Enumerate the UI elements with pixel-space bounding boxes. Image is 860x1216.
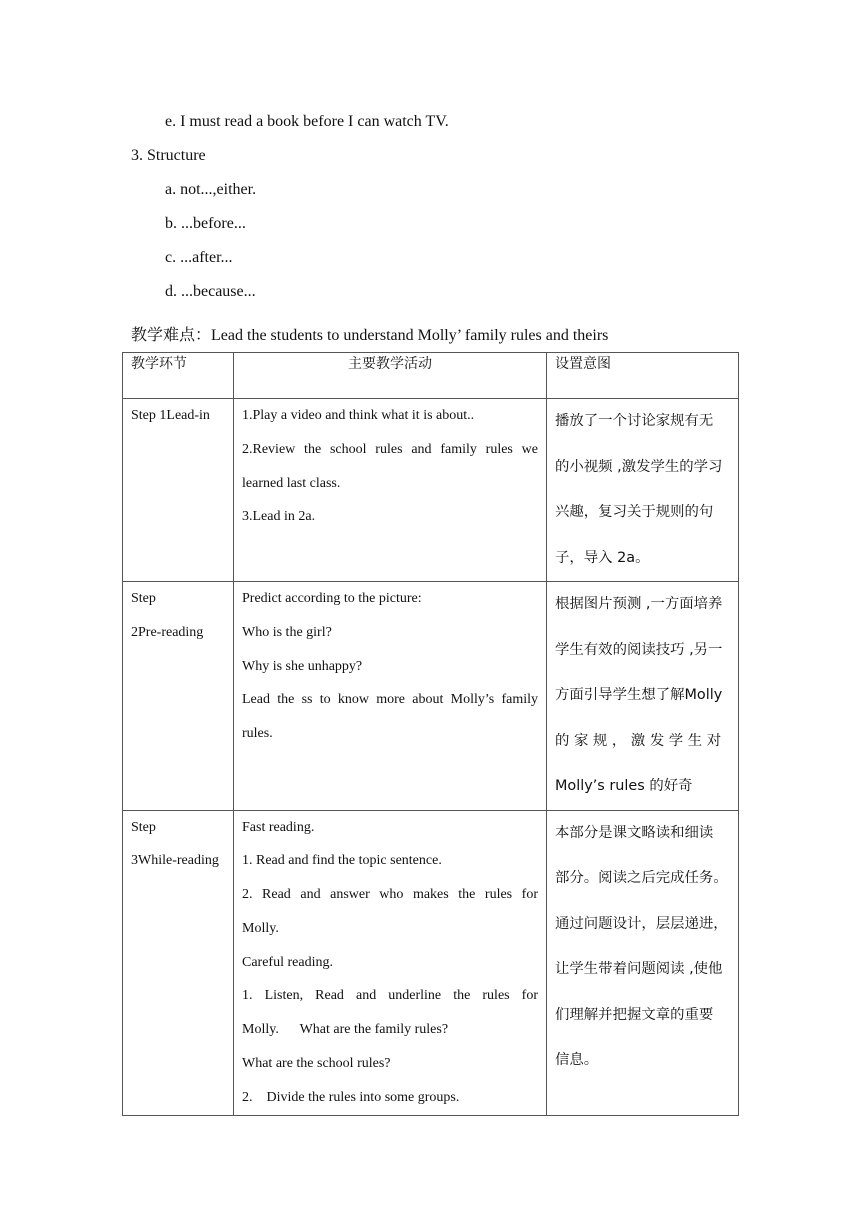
intent-line: 让学生带着问题阅读 ,使他 — [555, 961, 723, 977]
intent-line: 信息。 — [555, 1052, 599, 1068]
intent-cell — [547, 399, 739, 582]
activity-line: learned last class. — [242, 475, 341, 491]
activity-line: 2. Divide the rules into some groups. — [242, 1089, 460, 1105]
activity-line: rules. — [242, 726, 273, 742]
step-cell — [123, 810, 234, 1115]
header-activities: 主要教学活动 — [234, 353, 547, 399]
activity-line: Who is the girl? — [242, 624, 332, 640]
activity-line: Molly. — [242, 920, 279, 936]
structure-a: a. not...,either. — [165, 181, 257, 198]
activity-line: Molly. What are the family rules? — [242, 1022, 449, 1038]
step-text: Step — [131, 819, 156, 835]
intent-line: 播放了一个讨论家规有无 — [555, 413, 714, 429]
step-text: Step 1Lead-in — [131, 408, 210, 423]
activity-line: Why is she unhappy? — [242, 658, 363, 674]
intent-line: 的 家 规 ， 激 发 学 生 对 — [555, 732, 722, 749]
intent-line: 子，导入 2a。 — [555, 549, 650, 566]
lesson-plan-table — [122, 352, 739, 1116]
intent-line: 们理解并把握文章的重要 — [555, 1006, 714, 1023]
activities-cell — [234, 582, 547, 811]
activity-line: 3.Lead in 2a. — [242, 509, 316, 525]
structure-d: d. ...because... — [165, 283, 256, 300]
table-row — [123, 399, 739, 582]
difficulty-text: Lead the students to understand Molly’ family rules and theirs — [211, 327, 609, 344]
step-text: Step — [131, 591, 156, 606]
activity-line: Predict according to the picture: — [242, 591, 422, 606]
intent-line: 学生有效的阅读技巧 ,另一 — [555, 641, 723, 658]
intent-cell — [547, 810, 739, 1115]
activity-line: What are the school rules? — [242, 1056, 391, 1072]
structure-b: b. ...before... — [165, 215, 246, 232]
structure-heading: 3. Structure — [131, 147, 206, 164]
activity-line: Careful reading. — [242, 954, 333, 970]
step-cell — [123, 582, 234, 811]
intent-line: 根据图片预测 ,一方面培养 — [555, 596, 723, 612]
intent-line: 通过问题设计，层层递进， — [555, 915, 728, 932]
difficulty-label: 教学难点： — [131, 325, 212, 344]
intent-line: 方面引导学生想了解Molly — [555, 687, 723, 703]
header-step: 教学环节 — [123, 353, 234, 399]
line-e: e. I must read a book before I can watch TV. — [165, 113, 449, 130]
step-text: 3While-reading — [131, 853, 219, 869]
table-row — [123, 810, 739, 1115]
activity-line: Fast reading. — [242, 819, 315, 835]
activity-line: Lead the ss to know more about Molly’s family — [242, 692, 538, 708]
table-row — [123, 582, 739, 811]
intent-line: Molly’s rules 的好奇 — [555, 778, 693, 794]
intent-line: 的小视频 ,激发学生的学习 — [555, 458, 723, 475]
table-header-row — [123, 353, 739, 399]
activity-line: 1. Read and find the topic sentence. — [242, 853, 442, 869]
step-cell — [123, 399, 234, 582]
difficulty-line — [131, 322, 608, 345]
activity-line: 2. Read and answer who makes the rules for — [242, 887, 538, 903]
step-text: 2Pre-reading — [131, 624, 204, 640]
structure-c: c. ...after... — [165, 249, 233, 266]
intent-line: 部分。阅读之后完成任务。 — [555, 870, 728, 886]
activity-line: 2.Review the school rules and family rules we — [242, 441, 538, 457]
activities-cell — [234, 810, 547, 1115]
activities-cell — [234, 399, 547, 582]
activity-line: 1.Play a video and think what it is about.. — [242, 408, 475, 423]
header-intent: 设置意图 — [547, 353, 739, 399]
intent-line: 本部分是课文略读和细读 — [555, 824, 714, 841]
activity-line: 1. Listen, Read and underline the rules for — [242, 988, 538, 1004]
intent-line: 兴趣，复习关于规则的句 — [555, 504, 714, 520]
intent-cell — [547, 582, 739, 811]
